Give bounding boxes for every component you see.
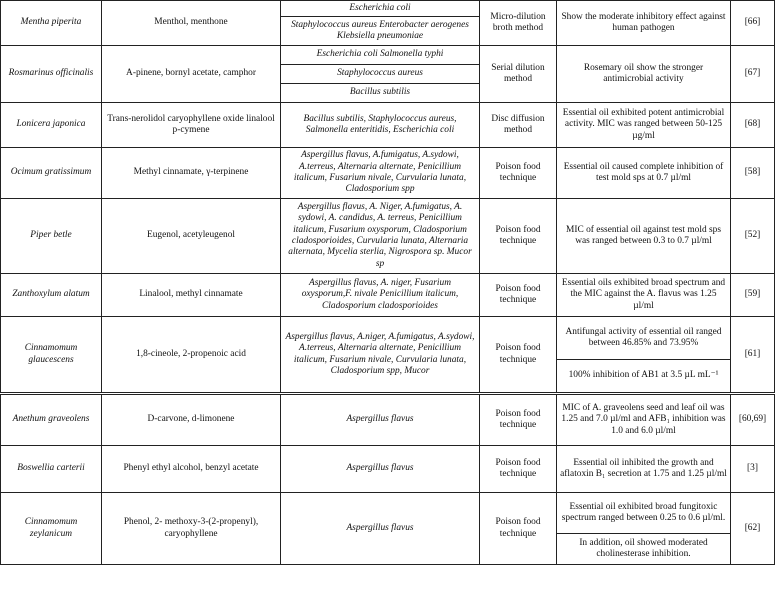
organism-cell: Bacillus subtilis, Staphylococcus aureus, Salmonella enteritidis, Escherichia coli bbox=[281, 103, 480, 148]
reference-cell: [66] bbox=[731, 1, 775, 46]
organism-cell: Escherichia coli bbox=[281, 1, 480, 17]
plant-name-cell: Boswellia carterii bbox=[1, 446, 102, 493]
table-row bbox=[1, 1, 775, 17]
reference-cell: [67] bbox=[731, 46, 775, 103]
organism-cell: Aspergillus flavus, A. niger, Fusarium oxysporum,F. nivale Penicillium italicum, Cladosporium cladosporioides bbox=[281, 274, 480, 317]
reference-cell: [61] bbox=[731, 317, 775, 394]
organism-cell: Escherichia coli Salmonella typhi bbox=[281, 46, 480, 65]
result-cell: MIC of A. graveolens seed and leaf oil was 1.25 and 7.0 µl/ml and AFB₁ inhibition was 1.0 and 6.0 µl/ml bbox=[557, 394, 731, 446]
method-cell: Micro-dilution broth method bbox=[480, 1, 557, 46]
result-cell: Essential oils exhibited broad spectrum and the MIC against the A. flavus was 1.25 µl/ml bbox=[557, 274, 731, 317]
method-cell: Poison food technique bbox=[480, 199, 557, 274]
result-cell: Essential oil exhibited broad fungitoxic spectrum ranged between 0.25 to 0.6 µl/ml. bbox=[557, 493, 731, 534]
compounds-cell: D-carvone, d-limonene bbox=[102, 394, 281, 446]
method-cell: Poison food technique bbox=[480, 148, 557, 199]
method-cell: Disc diffusion method bbox=[480, 103, 557, 148]
result-cell: Essential oil exhibited potent antimicrobial activity. MIC was ranged between 50-125 µg/ml bbox=[557, 103, 731, 148]
compounds-cell: Menthol, menthone bbox=[102, 1, 281, 46]
organism-cell: Aspergillus flavus, A.niger, A.fumigatus, A.sydowi, A.terreus, Alternaria alternate, Penicillium italicum, Fusarium nivale, Curvularia lunata, Cladosporium spp, Mucor bbox=[281, 317, 480, 394]
plant-name-cell: Piper betle bbox=[1, 199, 102, 274]
organism-cell: Bacillus subtilis bbox=[281, 84, 480, 103]
result-cell: Essential oil inhibited the growth and aflatoxin B₁ secretion at 1.75 and 1.25 µl/ml bbox=[557, 446, 731, 493]
compounds-cell: Phenyl ethyl alcohol, benzyl acetate bbox=[102, 446, 281, 493]
method-cell: Poison food technique bbox=[480, 394, 557, 446]
reference-cell: [58] bbox=[731, 148, 775, 199]
plant-name-cell: Mentha piperita bbox=[1, 1, 102, 46]
organism-cell: Staphylococcus aureus Enterobacter aerogenes Klebsiella pneumoniae bbox=[281, 17, 480, 46]
organism-cell: Aspergillus flavus bbox=[281, 394, 480, 446]
result-cell: Show the moderate inhibitory effect against human pathogen bbox=[557, 1, 731, 46]
table-row bbox=[1, 46, 775, 65]
organism-cell: Staphylococcus aureus bbox=[281, 65, 480, 84]
table-row bbox=[1, 394, 775, 446]
table-row bbox=[1, 148, 775, 199]
table-row bbox=[1, 446, 775, 493]
result-cell: Essential oil caused complete inhibition of test mold sps at 0.7 µl/ml bbox=[557, 148, 731, 199]
result-cell: Antifungal activity of essential oil ranged between 46.85% and 73.95% bbox=[557, 317, 731, 360]
reference-cell: [62] bbox=[731, 493, 775, 565]
method-cell: Serial dilution method bbox=[480, 46, 557, 103]
table-row bbox=[1, 199, 775, 274]
result-cell: MIC of essential oil against test mold sps was ranged between 0.3 to 0.7 µl/ml bbox=[557, 199, 731, 274]
method-cell: Poison food technique bbox=[480, 317, 557, 394]
reference-cell: [68] bbox=[731, 103, 775, 148]
organism-cell: Aspergillus flavus, A.fumigatus, A.sydowi, A.terreus, Alternaria alternate, Penicillium italicum, Fusarium nivale, Curvularia lunata, Cladosporium spp bbox=[281, 148, 480, 199]
result-cell: 100% inhibition of AB1 at 3.5 µL mL⁻¹ bbox=[557, 360, 731, 394]
plant-name-cell: Cinnamomum glaucescens bbox=[1, 317, 102, 394]
table-row bbox=[1, 493, 775, 534]
organism-cell: Aspergillus flavus bbox=[281, 493, 480, 565]
table-row bbox=[1, 103, 775, 148]
compounds-cell: Phenol, 2- methoxy-3-(2-propenyl), caryophyllene bbox=[102, 493, 281, 565]
plant-name-cell: Zanthoxylum alatum bbox=[1, 274, 102, 317]
result-cell: In addition, oil showed moderated cholinesterase inhibition. bbox=[557, 534, 731, 565]
method-cell: Poison food technique bbox=[480, 274, 557, 317]
table-row bbox=[1, 274, 775, 317]
compounds-cell: A-pinene, bornyl acetate, camphor bbox=[102, 46, 281, 103]
compounds-cell: 1,8-cineole, 2-propenoic acid bbox=[102, 317, 281, 394]
organism-cell: Aspergillus flavus, A. Niger, A.fumigatus, A. sydowi, A. candidus, A. terreus, Penicillium italicum, Fusarium oxysporum, Cladosporium cladosporioides, Curvularia lunata, Alternaria alternata, Mycelia sterlia, Nigrospora sp. Mucor sp bbox=[281, 199, 480, 274]
result-cell: Rosemary oil show the stronger antimicrobial activity bbox=[557, 46, 731, 103]
plant-name-cell: Rosmarinus officinalis bbox=[1, 46, 102, 103]
organism-cell: Aspergillus flavus bbox=[281, 446, 480, 493]
compounds-cell: Linalool, methyl cinnamate bbox=[102, 274, 281, 317]
reference-cell: [52] bbox=[731, 199, 775, 274]
method-cell: Poison food technique bbox=[480, 446, 557, 493]
method-cell: Poison food technique bbox=[480, 493, 557, 565]
reference-cell: [60,69] bbox=[731, 394, 775, 446]
table-row bbox=[1, 317, 775, 360]
compounds-cell: Methyl cinnamate, γ-terpinene bbox=[102, 148, 281, 199]
plant-name-cell: Lonicera japonica bbox=[1, 103, 102, 148]
plant-name-cell: Cinnamomum zeylanicum bbox=[1, 493, 102, 565]
reference-cell: [3] bbox=[731, 446, 775, 493]
plant-name-cell: Anethum graveolens bbox=[1, 394, 102, 446]
plant-name-cell: Ocimum gratissimum bbox=[1, 148, 102, 199]
compounds-cell: Eugenol, acetyleugenol bbox=[102, 199, 281, 274]
compounds-cell: Trans-nerolidol caryophyllene oxide linalool p-cymene bbox=[102, 103, 281, 148]
reference-cell: [59] bbox=[731, 274, 775, 317]
